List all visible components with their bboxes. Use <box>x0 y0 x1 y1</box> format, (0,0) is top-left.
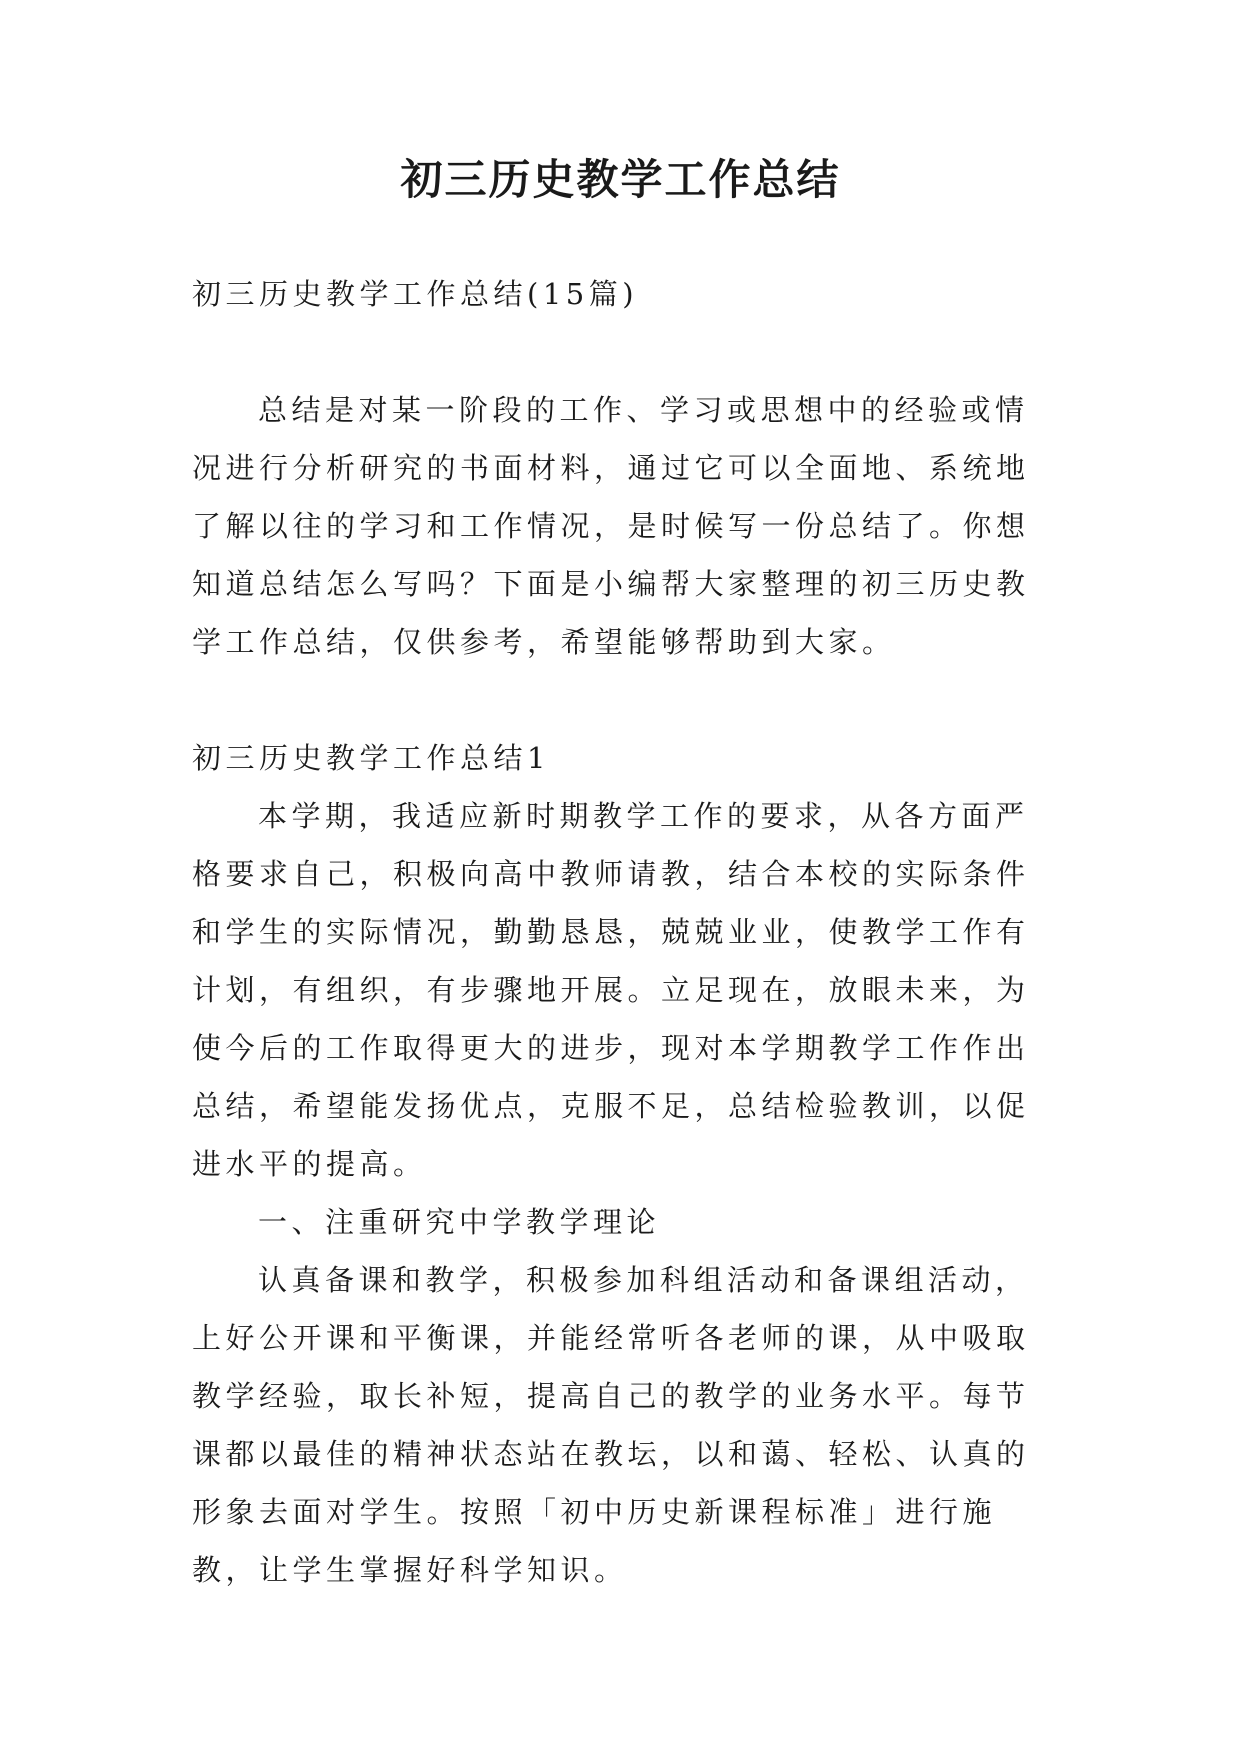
body-paragraph: 认真备课和教学，积极参加科组活动和备课组活动，上好公开课和平衡课，并能经常听各老师的课，从中吸取教学经验，取长补短，提高自己的教学的业务水平。每节课都以最佳的精神状态站在教坛，以和蔼、轻松、认真的形象去面对学生。按照「初中历史新课程标准」进行施教，让学生掌握好科学知识。 <box>192 1263 1030 1587</box>
document-title: 初三历史教学工作总结 <box>400 155 841 204</box>
body-paragraph: 本学期，我适应新时期教学工作的要求，从各方面严格要求自己，积极向高中教师请教，结合本校的实际条件和学生的实际情况，勤勤恳恳，兢兢业业，使教学工作有计划，有组织，有步骤地开展。立足现在，放眼未来，为使今后的工作取得更大的进步，现对本学期教学工作作出总结，希望能发扬优点，克服不足，总结检验教训，以促进水平的提高。 <box>192 799 1030 1181</box>
intro-paragraph: 总结是对某一阶段的工作、学习或思想中的经验或情况进行分析研究的书面材料，通过它可以全面地、系统地了解以往的学习和工作情况，是时候写一份总结了。你想知道总结怎么写吗？下面是小编帮大家整理的初三历史教学工作总结，仅供参考，希望能够帮助到大家。 <box>192 393 1030 659</box>
document-body <box>192 265 1052 1599</box>
subsection-heading: 一、注重研究中学教学理论 <box>258 1205 661 1239</box>
section-heading: 初三历史教学工作总结1 <box>192 741 550 775</box>
document-subtitle: 初三历史教学工作总结(15篇) <box>192 277 639 311</box>
